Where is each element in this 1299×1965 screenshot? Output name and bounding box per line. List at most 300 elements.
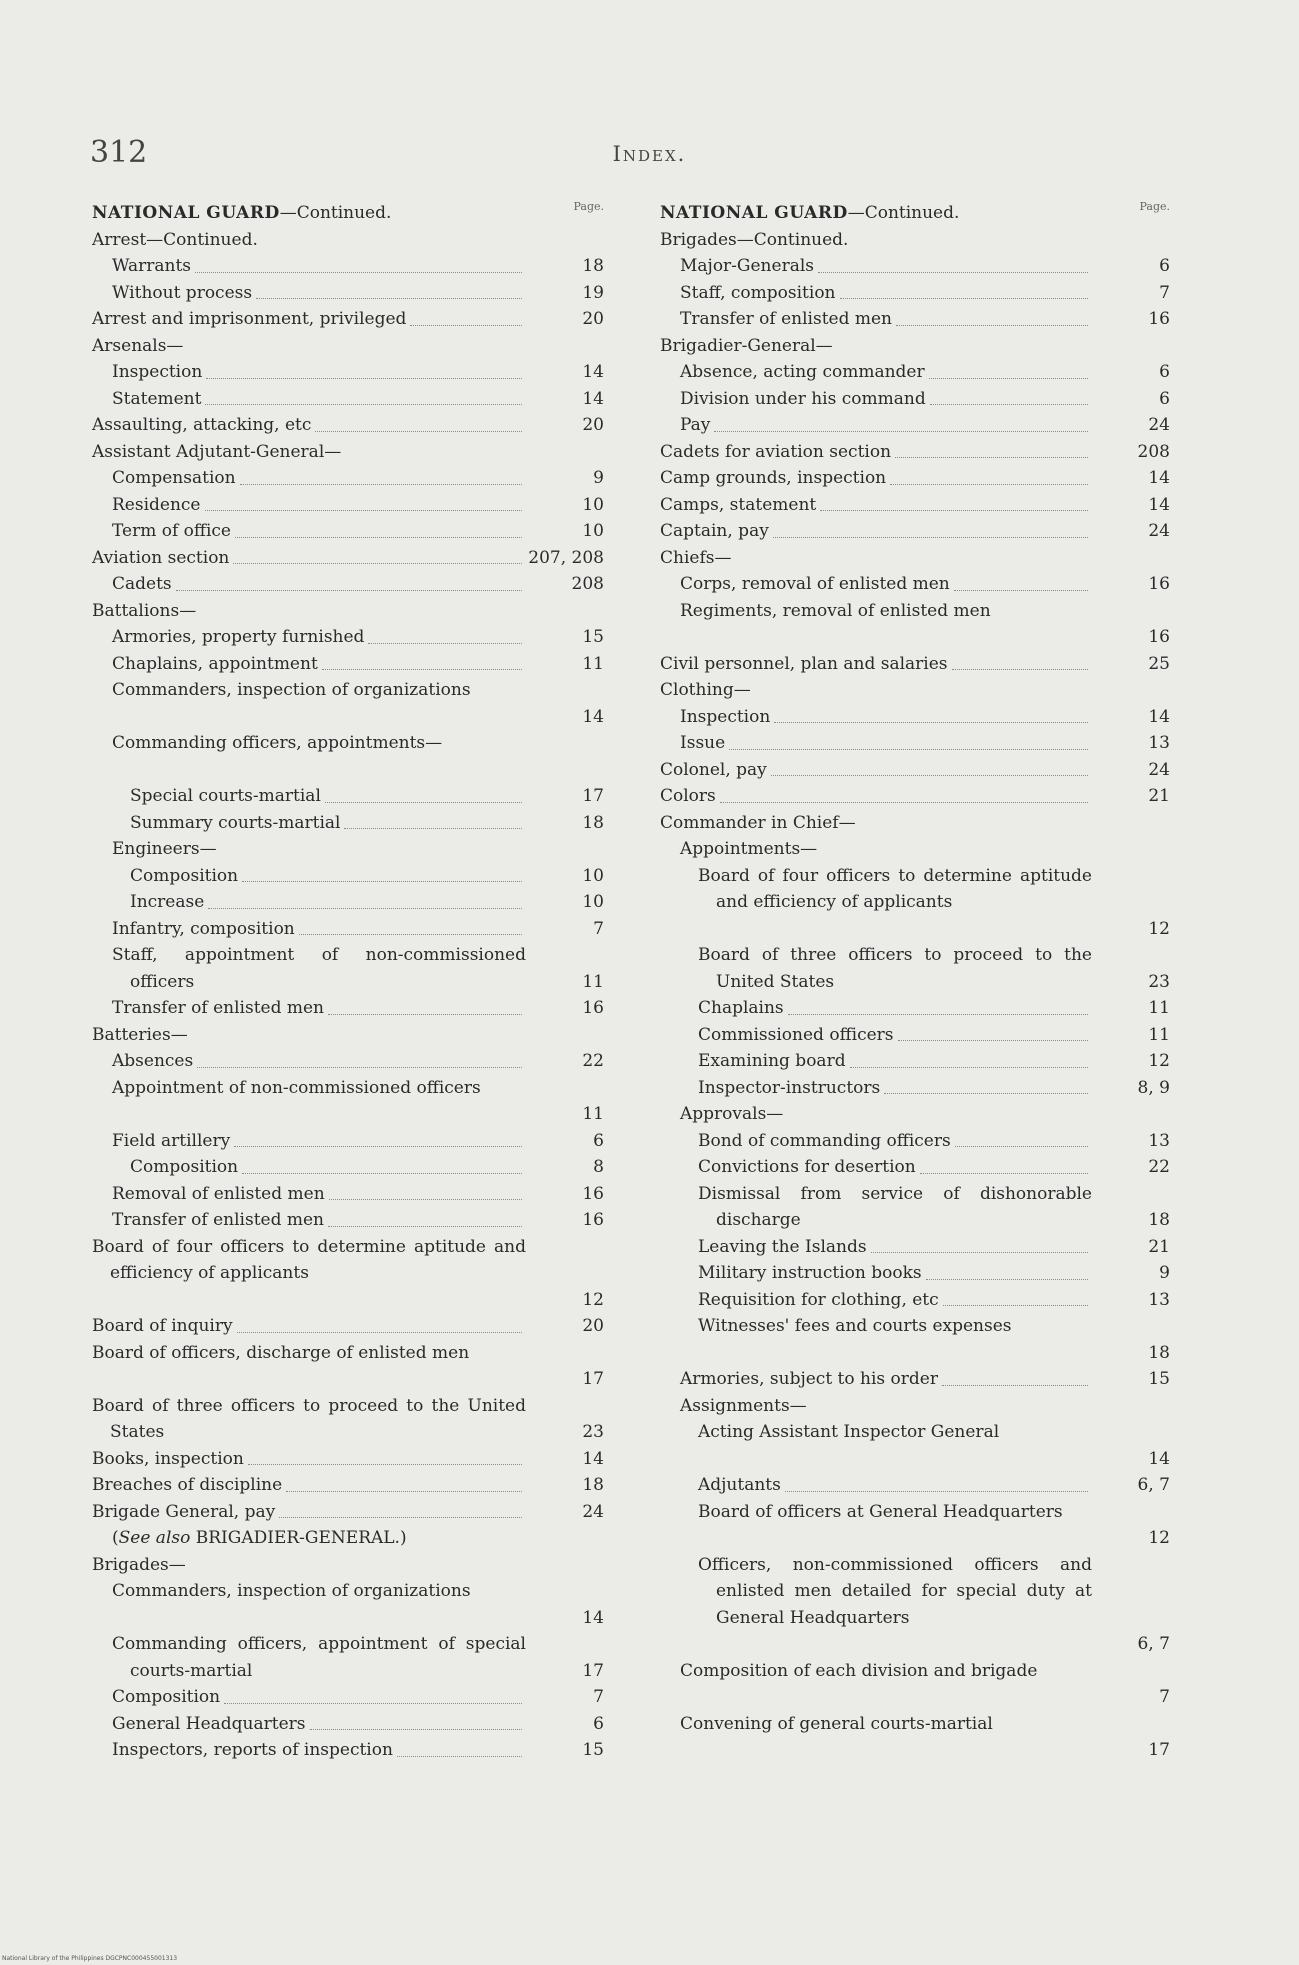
entry-text: Removal of enlisted men xyxy=(112,1181,526,1208)
index-entry xyxy=(660,412,1170,439)
entry-page-ref: 6 xyxy=(1159,388,1170,409)
heading-text: NATIONAL GUARD xyxy=(660,203,848,223)
index-entry xyxy=(660,1154,1170,1181)
dot-leader xyxy=(930,386,1088,406)
entry-page-ref: 12 xyxy=(1148,1051,1170,1071)
entry-page-ref: 8 xyxy=(593,1157,604,1177)
entry-text: Aviation section xyxy=(92,545,526,572)
index-entry xyxy=(92,889,604,916)
entry-text: Books, inspection xyxy=(92,1446,526,1473)
entry-text: Approvals— xyxy=(680,1104,784,1124)
index-entry xyxy=(92,810,604,837)
entry-page-ref: 23 xyxy=(582,1422,604,1442)
dot-leader xyxy=(224,1684,522,1704)
entry-page-ref: 9 xyxy=(1159,1263,1170,1283)
dot-leader xyxy=(344,810,522,830)
index-entry xyxy=(92,1207,604,1234)
dot-leader xyxy=(368,624,522,644)
dot-leader xyxy=(322,651,522,671)
entry-text: (See also BRIGADIER-GENERAL.) xyxy=(112,1528,407,1548)
index-entry xyxy=(660,359,1170,386)
entry-page-ref: 11 xyxy=(1148,998,1170,1018)
entry-page-ref: 23 xyxy=(1148,971,1170,992)
entry-text: Cadets xyxy=(112,571,526,598)
index-entry xyxy=(92,598,604,625)
index-entry xyxy=(92,1499,604,1526)
index-entry xyxy=(92,1128,604,1155)
entry-text: Staff, appointment of non-commissioned officers xyxy=(112,945,526,992)
index-entry xyxy=(660,571,1170,598)
entry-text: Board of three officers to proceed to the United States xyxy=(92,1395,526,1442)
dot-leader xyxy=(410,306,522,326)
entry-text: Officers, non-commissioned officers and enlisted men detailed for special duty at General Headquarters xyxy=(698,1554,1092,1628)
dot-leader xyxy=(328,1207,522,1227)
index-entry xyxy=(92,545,604,572)
entry-text: Engineers— xyxy=(112,839,217,859)
entry-text: Leaving the Islands xyxy=(698,1234,1092,1261)
scan-footer: National Library of the Philippines DGCPNC000455001313 xyxy=(2,1955,178,1962)
index-entry xyxy=(92,1711,604,1738)
entry-text: Board of four officers to determine aptitude and efficiency of applicants xyxy=(698,865,1092,912)
entry-text: Appointment of non-commissioned officers xyxy=(112,1077,481,1098)
dot-leader xyxy=(840,280,1089,300)
index-entry xyxy=(92,995,604,1022)
index-entry xyxy=(660,836,1170,863)
entry-text: Assistant Adjutant-General— xyxy=(92,441,342,462)
entry-text: Breaches of discipline xyxy=(92,1472,526,1499)
entry-page-ref: 6 xyxy=(593,1130,604,1151)
entry-page-ref: 14 xyxy=(582,362,604,382)
entry-text: Camps, statement xyxy=(660,492,1092,519)
entry-text: Commander in Chief— xyxy=(660,812,856,833)
entry-text: Inspection xyxy=(680,704,1092,731)
page-column-label: Page. xyxy=(1139,200,1170,213)
entry-text: Examining board xyxy=(698,1048,1092,1075)
index-entry xyxy=(92,253,604,280)
entry-text: Colonel, pay xyxy=(660,757,1092,784)
entry-page-ref: 16 xyxy=(1148,309,1170,329)
index-entry xyxy=(660,783,1170,810)
entry-text: Military instruction books xyxy=(698,1260,1092,1287)
dot-leader xyxy=(299,916,522,936)
index-entry xyxy=(92,863,604,890)
entry-page-ref: 18 xyxy=(582,1475,604,1495)
dot-leader xyxy=(942,1366,1088,1386)
entry-page-ref: 10 xyxy=(582,521,604,541)
index-entry xyxy=(92,1154,604,1181)
dot-leader xyxy=(729,730,1088,750)
entry-text: Requisition for clothing, etc xyxy=(698,1287,1092,1314)
entry-page-ref: 208 xyxy=(571,574,604,594)
dot-leader xyxy=(955,1128,1088,1148)
entry-text: Camp grounds, inspection xyxy=(660,465,1092,492)
dot-leader xyxy=(234,1128,522,1148)
index-column-left xyxy=(92,200,604,1764)
index-entry xyxy=(660,995,1170,1022)
entry-page-ref: 24 xyxy=(582,1501,604,1522)
section-heading xyxy=(660,200,1170,227)
index-entry xyxy=(92,624,604,651)
index-entry xyxy=(92,651,604,678)
dot-leader xyxy=(206,359,522,379)
index-entry xyxy=(92,492,604,519)
index-entry xyxy=(92,1472,604,1499)
index-entry xyxy=(660,1181,1170,1234)
index-entry xyxy=(92,1684,604,1711)
entry-page-ref: 20 xyxy=(582,415,604,435)
entry-page-ref: 20 xyxy=(582,1316,604,1336)
entry-page-ref: 6 xyxy=(1159,256,1170,276)
index-entry xyxy=(92,359,604,386)
entry-page-ref: 21 xyxy=(1148,1236,1170,1257)
entry-page-ref: 20 xyxy=(582,309,604,329)
dot-leader xyxy=(929,359,1088,379)
entry-text: Without process xyxy=(112,280,526,307)
page-number: 312 xyxy=(90,135,148,170)
entry-text: Arrest—Continued. xyxy=(92,229,258,250)
entry-text: Adjutants xyxy=(698,1472,1092,1499)
index-entry xyxy=(92,1578,604,1631)
index-entry xyxy=(660,545,1170,572)
entry-page-ref: 11 xyxy=(582,971,604,992)
dot-leader xyxy=(329,1181,522,1201)
entry-page-ref: 16 xyxy=(582,1210,604,1230)
entry-page-ref: 6, 7 xyxy=(1137,1634,1170,1654)
entry-text: Residence xyxy=(112,492,526,519)
index-entry xyxy=(92,333,604,360)
index-entry xyxy=(660,1552,1170,1658)
entry-page-ref: 15 xyxy=(582,627,604,647)
index-entry xyxy=(660,465,1170,492)
entry-page-ref: 14 xyxy=(1148,494,1170,515)
entry-text: Warrants xyxy=(112,253,526,280)
index-entry xyxy=(660,518,1170,545)
entry-page-ref: 15 xyxy=(1148,1369,1170,1389)
entry-text: Inspection xyxy=(112,359,526,386)
section-heading xyxy=(92,200,604,227)
index-entry xyxy=(660,1048,1170,1075)
entry-text: Absence, acting commander xyxy=(680,359,1092,386)
index-entry xyxy=(92,1737,604,1764)
dot-leader xyxy=(898,1022,1088,1042)
index-entry xyxy=(660,439,1170,466)
entry-text: Convening of general courts-martial xyxy=(680,1713,993,1734)
dot-leader xyxy=(818,253,1088,273)
entry-page-ref: 15 xyxy=(582,1740,604,1760)
dot-leader xyxy=(235,518,522,538)
entry-text: Issue xyxy=(680,730,1092,757)
entry-page-ref: 207, 208 xyxy=(528,547,604,568)
dot-leader xyxy=(850,1048,1088,1068)
index-entry xyxy=(660,730,1170,757)
dot-leader xyxy=(820,492,1088,512)
index-entry xyxy=(660,227,1170,254)
entry-text: Armories, subject to his order xyxy=(680,1366,1092,1393)
entry-page-ref: 11 xyxy=(582,653,604,674)
dot-leader xyxy=(195,253,522,273)
dot-leader xyxy=(205,386,522,406)
index-entry xyxy=(660,1658,1170,1711)
entry-page-ref: 14 xyxy=(1148,468,1170,488)
entry-text: Increase xyxy=(130,889,526,916)
entry-page-ref: 21 xyxy=(1148,786,1170,806)
dot-leader xyxy=(256,280,522,300)
entry-text: Infantry, composition xyxy=(112,916,526,943)
entry-text: Appointments— xyxy=(680,839,818,859)
entry-page-ref: 6 xyxy=(1159,362,1170,382)
index-entry xyxy=(660,1366,1170,1393)
entry-page-ref: 13 xyxy=(1148,1289,1170,1310)
index-entry xyxy=(92,783,604,810)
entry-text: Dismissal from service of dishonorable discharge xyxy=(698,1183,1092,1230)
entry-text: Corps, removal of enlisted men xyxy=(680,571,1092,598)
index-entry xyxy=(92,836,604,863)
index-entry xyxy=(660,1260,1170,1287)
index-entry xyxy=(92,1446,604,1473)
entry-text: General Headquarters xyxy=(112,1711,526,1738)
entry-page-ref: 16 xyxy=(582,998,604,1018)
entry-text: Brigades—Continued. xyxy=(660,229,849,250)
entry-page-ref: 9 xyxy=(593,468,604,488)
entry-text: Bond of commanding officers xyxy=(698,1128,1092,1155)
entry-text: Civil personnel, plan and salaries xyxy=(660,651,1092,678)
index-entry xyxy=(660,757,1170,784)
entry-page-ref: 16 xyxy=(1148,574,1170,594)
entry-page-ref: 17 xyxy=(582,1369,604,1389)
entry-text: Compensation xyxy=(112,465,526,492)
entry-text: Convictions for desertion xyxy=(698,1154,1092,1181)
dot-leader xyxy=(328,995,522,1015)
index-entry xyxy=(660,1419,1170,1472)
entry-text: Board of officers at General Headquarters xyxy=(698,1501,1063,1522)
entry-page-ref: 17 xyxy=(582,1660,604,1681)
entry-page-ref: 24 xyxy=(1148,521,1170,541)
entry-text: Assaulting, attacking, etc xyxy=(92,412,526,439)
entry-text: Board of three officers to proceed to the United States xyxy=(698,945,1092,992)
index-entry xyxy=(660,704,1170,731)
entry-page-ref: 7 xyxy=(1159,1687,1170,1707)
entry-page-ref: 18 xyxy=(1148,1210,1170,1230)
dot-leader xyxy=(240,465,522,485)
entry-page-ref: 14 xyxy=(582,1448,604,1469)
entry-text: Chaplains, appointment xyxy=(112,651,526,678)
index-entry xyxy=(92,1393,604,1446)
index-entry xyxy=(92,386,604,413)
dot-leader xyxy=(310,1711,523,1731)
dot-leader xyxy=(205,492,523,512)
entry-page-ref: 17 xyxy=(1148,1740,1170,1760)
entry-page-ref: 10 xyxy=(582,865,604,886)
dot-leader xyxy=(771,757,1088,777)
dot-leader xyxy=(397,1737,522,1757)
entry-page-ref: 18 xyxy=(582,256,604,276)
entry-page-ref: 18 xyxy=(1148,1342,1170,1363)
index-entry xyxy=(92,677,604,730)
entry-page-ref: 24 xyxy=(1148,415,1170,435)
index-entry xyxy=(92,306,604,333)
dot-leader xyxy=(286,1472,522,1492)
dot-leader xyxy=(954,571,1088,591)
dot-leader xyxy=(233,545,522,565)
index-entry xyxy=(660,1393,1170,1420)
entry-page-ref: 12 xyxy=(1148,918,1170,939)
entry-text: Arrest and imprisonment, privileged xyxy=(92,306,526,333)
entry-page-ref: 10 xyxy=(582,494,604,515)
index-entry xyxy=(660,598,1170,651)
entry-page-ref: 7 xyxy=(593,1687,604,1707)
index-entry xyxy=(92,1525,604,1552)
entry-text: Colors xyxy=(660,783,1092,810)
entry-page-ref: 11 xyxy=(1148,1024,1170,1045)
entry-text: Clothing— xyxy=(660,680,751,700)
entry-text: Staff, composition xyxy=(680,280,1092,307)
entry-page-ref: 14 xyxy=(582,388,604,409)
entry-page-ref: 7 xyxy=(593,918,604,939)
index-entry xyxy=(92,465,604,492)
dot-leader xyxy=(773,518,1088,538)
entry-text: Transfer of enlisted men xyxy=(680,306,1092,333)
entry-text: Arsenals— xyxy=(92,335,184,356)
heading-continued: —Continued. xyxy=(279,203,392,223)
dot-leader xyxy=(714,412,1088,432)
entry-text: Board of inquiry xyxy=(92,1313,526,1340)
entry-text: Board of four officers to determine aptitude and efficiency of applicants xyxy=(92,1236,526,1283)
heading-text: NATIONAL GUARD xyxy=(92,203,280,223)
index-entry xyxy=(660,306,1170,333)
entry-text: Cadets for aviation section xyxy=(660,439,1092,466)
index-entry xyxy=(660,1234,1170,1261)
entry-text: Composition xyxy=(130,863,526,890)
index-entry xyxy=(92,571,604,598)
dot-leader xyxy=(896,306,1088,326)
entry-page-ref: 19 xyxy=(582,282,604,303)
entry-text: Inspectors, reports of inspection xyxy=(112,1737,526,1764)
entry-page-ref: 16 xyxy=(1148,627,1170,647)
entry-page-ref: 7 xyxy=(1159,282,1170,303)
entry-page-ref: 6, 7 xyxy=(1137,1475,1170,1495)
dot-leader xyxy=(890,465,1088,485)
entry-page-ref: 12 xyxy=(1148,1528,1170,1548)
dot-leader xyxy=(788,995,1088,1015)
index-entry xyxy=(92,1181,604,1208)
entry-page-ref: 8, 9 xyxy=(1137,1077,1170,1098)
index-entry xyxy=(660,1022,1170,1049)
entry-text: Composition xyxy=(130,1154,526,1181)
dot-leader xyxy=(208,889,522,909)
page-column-label: Page. xyxy=(573,200,604,213)
index-entry xyxy=(660,810,1170,837)
dot-leader xyxy=(242,1154,522,1174)
entry-page-ref: 22 xyxy=(582,1051,604,1071)
dot-leader xyxy=(720,783,1088,803)
entry-text: Battalions— xyxy=(92,600,197,621)
entry-list xyxy=(660,227,1170,1764)
entry-page-ref: 12 xyxy=(582,1289,604,1310)
index-entry xyxy=(660,1313,1170,1366)
entry-text: Composition of each division and brigade xyxy=(680,1660,1038,1681)
index-entry xyxy=(660,651,1170,678)
entry-text: Armories, property furnished xyxy=(112,624,526,651)
entry-page-ref: 18 xyxy=(582,812,604,833)
entry-text: Chiefs— xyxy=(660,547,732,568)
entry-page-ref: 22 xyxy=(1148,1157,1170,1177)
entry-text: Term of office xyxy=(112,518,526,545)
entry-text: Commanders, inspection of organizations xyxy=(112,680,471,700)
index-entry xyxy=(92,1075,604,1128)
entry-page-ref: 17 xyxy=(582,786,604,806)
index-entry xyxy=(92,1313,604,1340)
entry-text: Transfer of enlisted men xyxy=(112,995,526,1022)
index-column-right xyxy=(660,200,1170,1764)
entry-page-ref: 6 xyxy=(593,1713,604,1734)
index-entry xyxy=(92,942,604,995)
entry-text: Commanding officers, appointments— xyxy=(112,733,443,753)
entry-text: Commissioned officers xyxy=(698,1022,1092,1049)
entry-text: Acting Assistant Inspector General xyxy=(698,1422,1000,1442)
dot-leader xyxy=(242,863,522,883)
entry-text: Field artillery xyxy=(112,1128,526,1155)
index-entry xyxy=(660,677,1170,704)
index-entry xyxy=(92,1234,604,1314)
entry-page-ref: 13 xyxy=(1148,733,1170,753)
dot-leader xyxy=(325,783,522,803)
dot-leader xyxy=(952,651,1088,671)
entry-page-ref: 14 xyxy=(1148,1448,1170,1469)
entry-text: Regiments, removal of enlisted men xyxy=(680,600,991,621)
entry-text: Captain, pay xyxy=(660,518,1092,545)
index-entry xyxy=(660,386,1170,413)
index-entry xyxy=(660,1101,1170,1128)
index-entry xyxy=(92,518,604,545)
running-head: Index. xyxy=(612,142,687,166)
index-entry xyxy=(660,280,1170,307)
entry-text: Batteries— xyxy=(92,1024,188,1045)
entry-text: Witnesses' fees and courts expenses xyxy=(698,1316,1012,1336)
entry-page-ref: 14 xyxy=(582,1607,604,1628)
entry-text: Transfer of enlisted men xyxy=(112,1207,526,1234)
dot-leader xyxy=(774,704,1088,724)
index-entry xyxy=(92,1048,604,1075)
entry-page-ref: 11 xyxy=(582,1104,604,1124)
index-entry xyxy=(660,253,1170,280)
dot-leader xyxy=(785,1472,1088,1492)
dot-leader xyxy=(871,1234,1088,1254)
dot-leader xyxy=(926,1260,1088,1280)
entry-text: Statement xyxy=(112,386,526,413)
entry-text: Brigade General, pay xyxy=(92,1499,526,1526)
index-entry xyxy=(660,1075,1170,1102)
dot-leader xyxy=(884,1075,1088,1095)
index-entry xyxy=(92,280,604,307)
entry-page-ref: 208 xyxy=(1137,441,1170,462)
entry-text: Chaplains xyxy=(698,995,1092,1022)
index-entry xyxy=(660,333,1170,360)
entry-text: Absences xyxy=(112,1048,526,1075)
entry-text: Commanders, inspection of organizations xyxy=(112,1581,471,1601)
entry-text: Brigades— xyxy=(92,1554,186,1575)
index-entry xyxy=(660,942,1170,995)
index-entry xyxy=(92,1631,604,1684)
entry-page-ref: 25 xyxy=(1148,653,1170,674)
entry-text: Special courts-martial xyxy=(130,783,526,810)
index-entry xyxy=(92,916,604,943)
entry-text: Pay xyxy=(680,412,1092,439)
entry-text: Inspector-instructors xyxy=(698,1075,1092,1102)
dot-leader xyxy=(197,1048,522,1068)
entry-page-ref: 13 xyxy=(1148,1130,1170,1151)
index-entry xyxy=(660,1499,1170,1552)
index-entry xyxy=(660,863,1170,943)
